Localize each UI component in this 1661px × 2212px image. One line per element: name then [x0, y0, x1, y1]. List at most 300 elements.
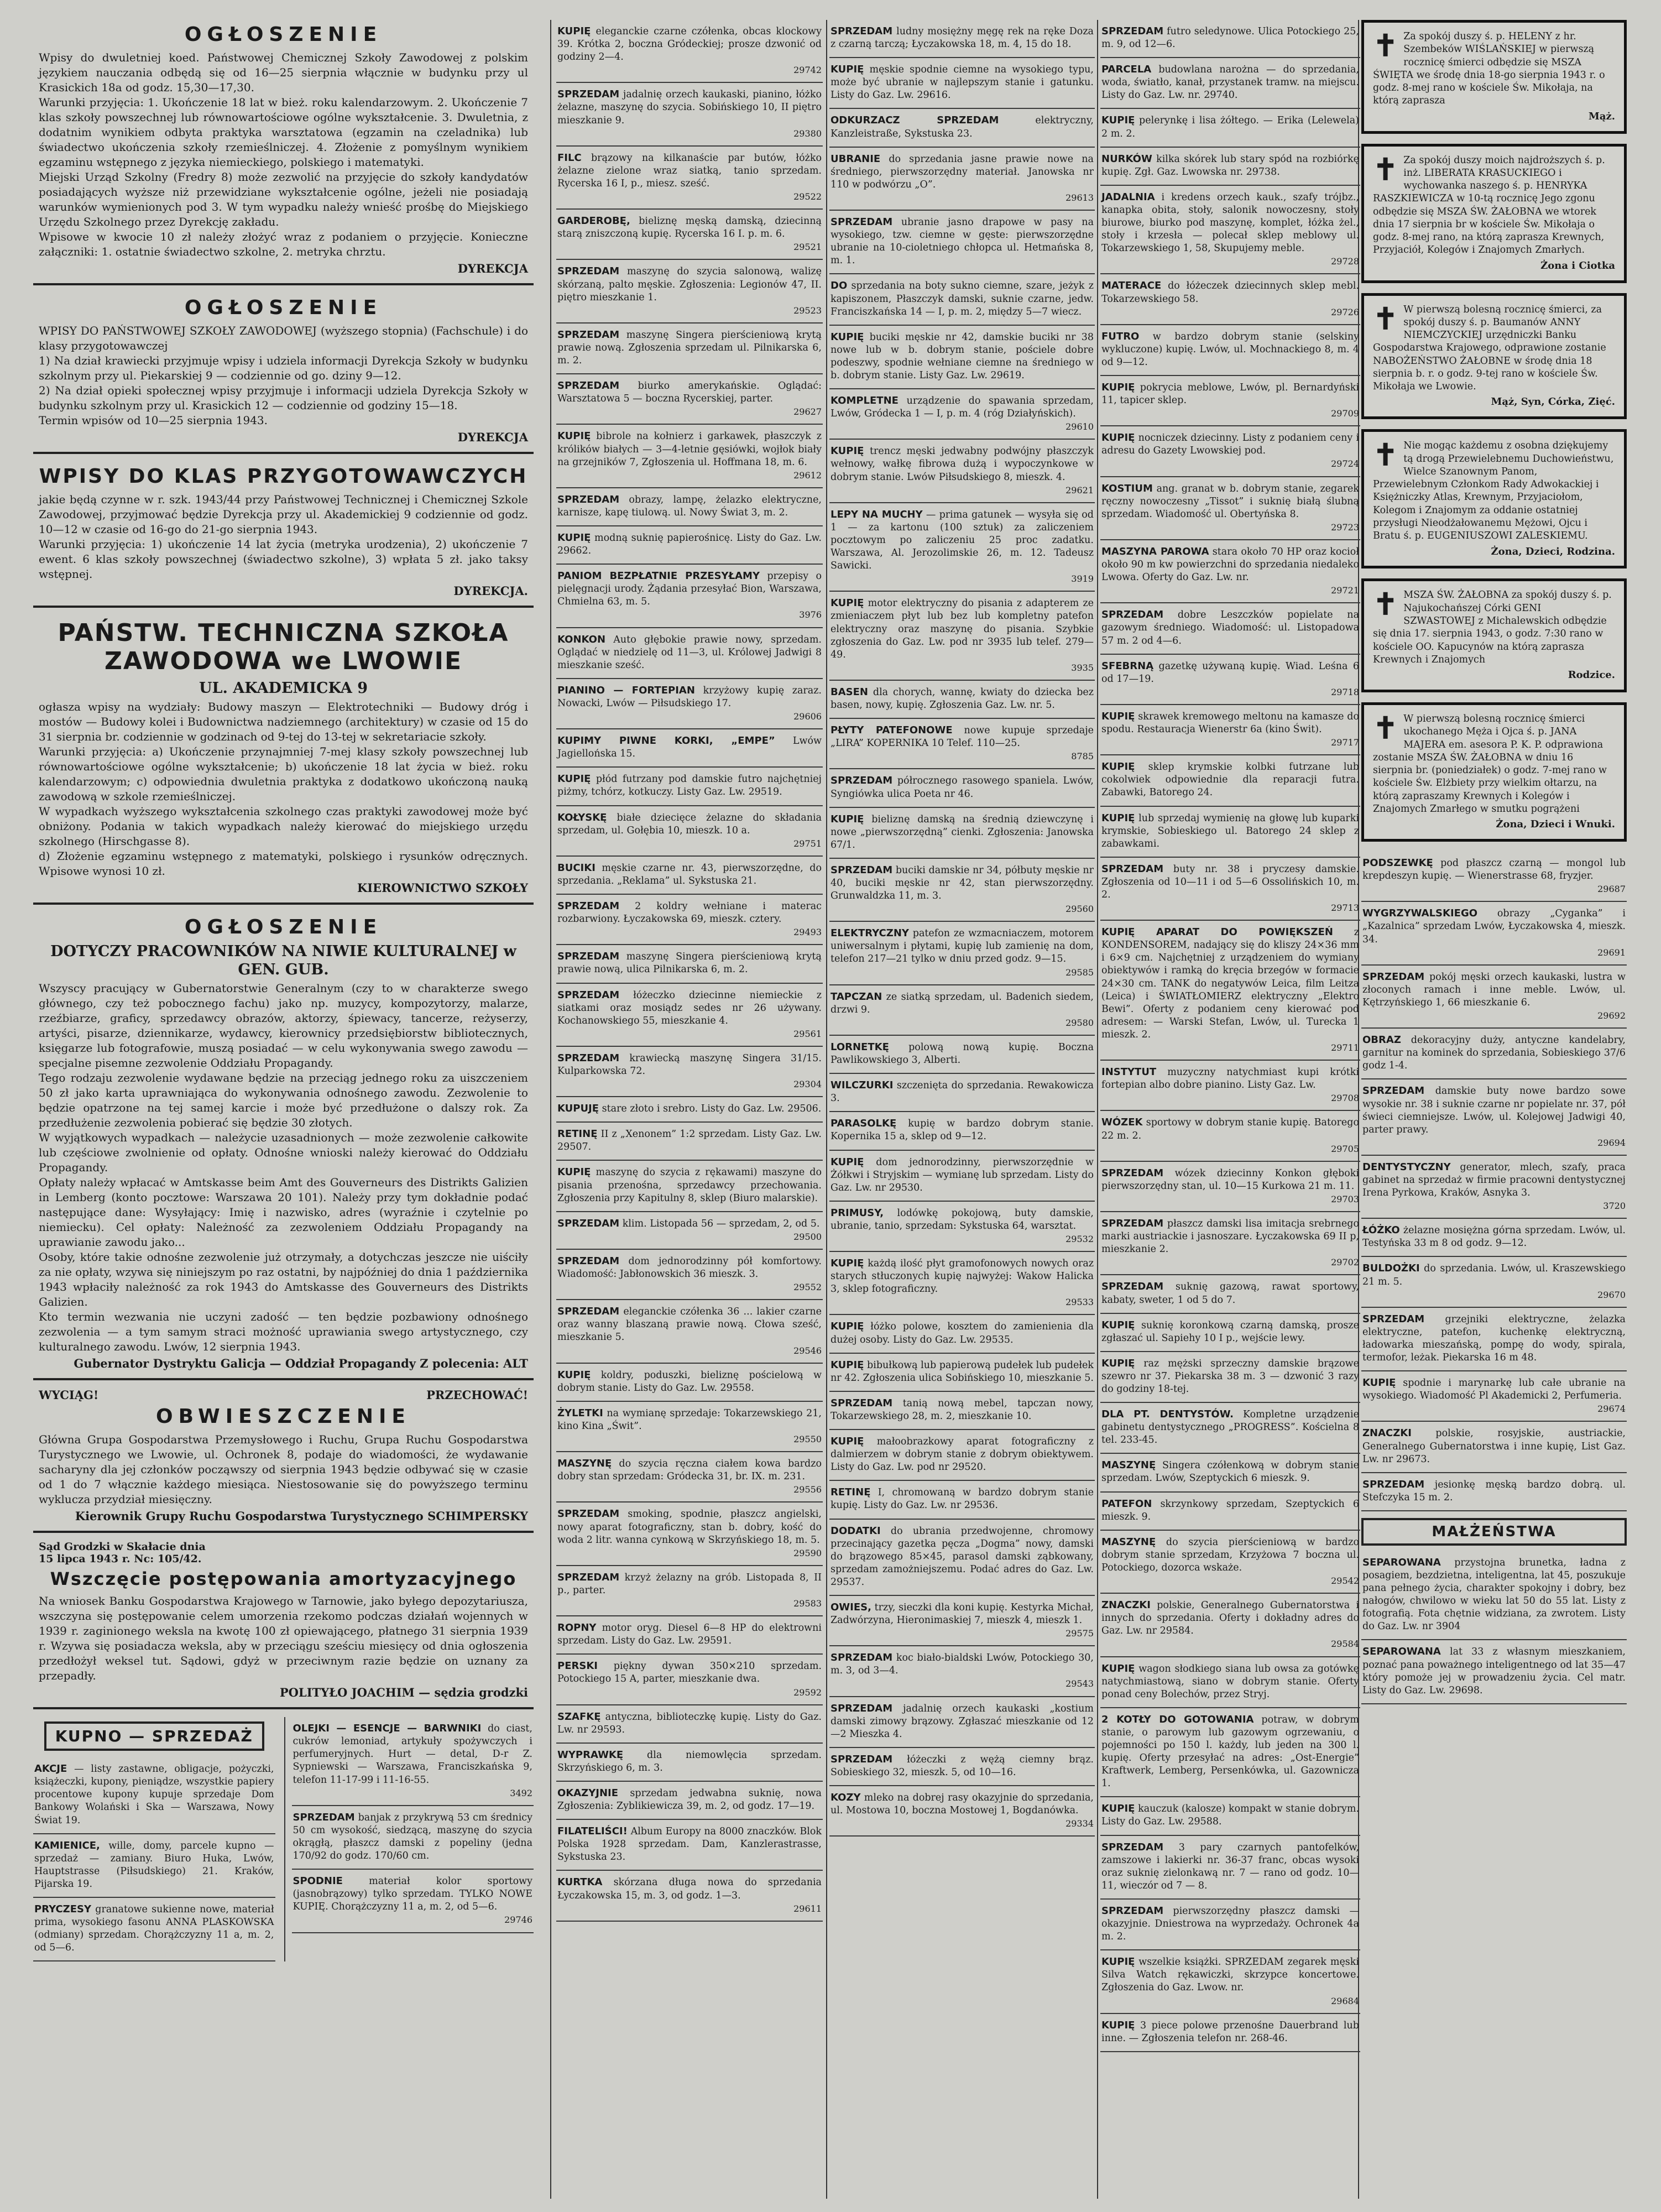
- classified-ad: [829, 1354, 1095, 1392]
- ad-number: 29711: [1331, 1042, 1359, 1053]
- ad-text: ze siatką sprzedam, ul. Badenich siedem, drzwi 9.: [830, 991, 1094, 1015]
- ad-keyword: 2 KOTŁY DO GOTOWANIA: [1101, 1713, 1254, 1725]
- ad-keyword: DLA PT. DENTYSTÓW.: [1101, 1408, 1234, 1421]
- ad-text: buty nr. 38 i pryczesy damskie. Zgłoszenia od 10—11 i od 5—6 Ossolińskich 10, m. 2.: [1101, 863, 1359, 900]
- ad-text: koldry, poduszki, bieliznę pościelową w dobrym stanie. Listy do Gaz. Lw. 29558.: [557, 1369, 822, 1394]
- classified-ad: [829, 1112, 1095, 1150]
- notice-vocational-school: [33, 293, 534, 454]
- classified-ad: [556, 679, 823, 729]
- ad-number: 29543: [1065, 1678, 1094, 1689]
- ad-text: maszynę Singera pierścieniową krytą prawie nową, ulica Pilnikarska 6, m. 2.: [557, 951, 822, 975]
- ad-keyword: KUPIĘ APARAT DO POWIĘKSZEŃ: [1101, 926, 1333, 938]
- ad-number: 29703: [1331, 1193, 1359, 1204]
- ad-text: polskie, Generalnego Gubernatorstwa i innych do sprzedania. Oferty i dokładny adres do Gaz. Lw. nr 29584.: [1101, 1600, 1359, 1637]
- ad-number: 29742: [793, 65, 822, 76]
- ad-keyword: MASZYNĘ: [557, 1458, 612, 1470]
- ad-keyword: KUPIĘ: [830, 813, 864, 825]
- ad-keyword: PANIOM BEZPŁATNIE PRZESYŁAMY: [557, 570, 760, 582]
- ad-number: 8785: [1071, 751, 1094, 762]
- ad-text: Singera czółenkową w dobrym stanie sprzedam. Lwów, Szeptyckich 6 mieszk. 9.: [1101, 1460, 1359, 1484]
- classified-ad: [556, 1300, 823, 1363]
- ad-keyword: KUPIĘ: [1101, 432, 1135, 444]
- classified-ad: [556, 488, 823, 526]
- ad-text: Auto głębokie prawie nowy, sprzedam. Oglądać w niedzielę od 11—3, ul. Królowej Jadwigi 8 mieszkanie sześć.: [557, 634, 822, 671]
- notice-paragraph: Na wniosek Banku Gospodarstwa Krajowego w Tarnowie, jako byłego depozytariusza, wszczyna się postępowanie celem umorzenia rzekomo podczas działań wojennych w 1939 r. zaginionego weksla na kwotę 100 zł opiewającego, płatnego 31 sierpnia 1939 r. Wzywa się posiadacza weksla, aby w przeciągu sześciu miesięcy od dnia ogłoszenia przedłożył weksel tut. Sądowi, gdyż w przeciwnym razie będzie on uznany za przepadły.: [39, 1594, 528, 1683]
- obituary-notice: [1361, 293, 1627, 420]
- ad-text: do szycia ręczna ciałem kowa bardzo dobry stan sprzedam: Gródecka 31, br. IX. m. 231.: [557, 1458, 822, 1483]
- notice-title: Wszczęcie postępowania amortyzacyjnego: [50, 1568, 517, 1590]
- ad-text: wózek dziecinny Konkon głęboki pierwszorzędny stan, ul. 10—15 Kurkowa 21 m. 11.: [1101, 1167, 1359, 1192]
- ad-text: koc biało-bialdski Lwów, Potockiego 30, m. 3, od 3—4.: [830, 1652, 1094, 1677]
- ad-number: 29627: [793, 406, 822, 418]
- ad-text: urządzenie do spawania sprzedam, Lwów, Gródecka 1 — I, p. m. 4 (róg Działyńskich).: [830, 395, 1094, 420]
- ad-keyword: KUPUJĘ: [557, 1103, 599, 1115]
- ad-keyword: GARDEROBĘ,: [557, 215, 630, 227]
- ad-text: nocniczek dziecinny. Listy z podaniem ceny i adresu do Gazety Lwowskiej pod.: [1101, 432, 1359, 457]
- classified-ad: [1100, 1403, 1360, 1454]
- ad-number: 29522: [793, 191, 822, 202]
- ad-keyword: SPRZEDAM: [1101, 1218, 1164, 1230]
- ad-keyword: KUPIĘ: [830, 1258, 864, 1270]
- classified-ad: [1361, 1640, 1627, 1704]
- ad-keyword: KUPIĘ: [1101, 1662, 1135, 1674]
- ad-text: wagon słodkiego siana lub owsa za gotówkę natychmiastową, siano w dobrym stanie. Oferty ponad ceny Bolechów, przez Stryj.: [1101, 1663, 1359, 1700]
- notice-paragraph: Kto termin wezwania nie uczyni zadość — ten będzie pozbawiony odnośnego zezwolenia — a tym samym straci możność uprawiania swego artystycznego, czy kulturalnego zawodu. Lwów, 12 sierpnia 1943.: [39, 1310, 528, 1354]
- classified-ad: [1100, 807, 1360, 858]
- ad-text: buciki męskie nr 42, damskie buciki nr 38 nowe lub w b. dobrym stanie, pościele dobre podeszwy, spodnie wełniane ciemne na średniego w b. dobrym stanie. Listy Gaz. Lw. 29619.: [830, 331, 1094, 381]
- ad-text: biurko amerykańskie. Oglądać: Warsztatowa 5 — boczna Rycerskiej, parter.: [557, 380, 822, 405]
- ad-text: i kredens orzech kauk., szafy trójbz., kanapka obita, stoły, salonik nowoczesny, stoły biurowe, biurko pod maszynę, komplet, łóżka żel., stoły i krzesła — polecał sklep meblowy ul. Tokarzewskiego 1, 58, Skupujemy meble.: [1101, 191, 1359, 254]
- ad-text: I, chromowaną w bardzo dobrym stanie kupię. Listy do Gaz. Lw. nr 29536.: [830, 1487, 1094, 1511]
- obituary-signature: Żona, Dzieci i Wnuki.: [1496, 818, 1615, 831]
- ad-number: 29532: [1065, 1233, 1094, 1244]
- classified-ad: [829, 769, 1095, 807]
- ad-text: na wymianę sprzedaje: Tokarzewskiego 21, kino Kina „Świt”.: [557, 1407, 822, 1432]
- classified-ad: [556, 210, 823, 260]
- ad-number: 29751: [793, 838, 822, 849]
- classified-ad: [829, 109, 1095, 147]
- ad-text: bieliznę damską na średnią dziewczynę i nowe „pierwszorzędną” cienki. Zgłoszenia: Janowska 67/1.: [830, 813, 1094, 851]
- ad-number: 29592: [793, 1687, 822, 1698]
- classified-ad: [292, 1806, 534, 1870]
- notice-signature: POLITYŁO JOACHIM — sędzia grodzki: [279, 1686, 528, 1700]
- ad-text: krawiecką maszynę Singera 31/15. Kulparkowska 72.: [557, 1052, 822, 1077]
- ad-keyword: WÓZEK: [1101, 1117, 1143, 1129]
- ad-number: 29692: [1597, 1010, 1626, 1021]
- ad-keyword: OBRAZ: [1362, 1034, 1401, 1046]
- ad-text: banjak z przykrywą 53 cm średnicy 50 cm wysokość, siedzącą, maszynę do szycia okrągłą, płaszcz damski z popeliny (jedna 170/92 do godz. 170/60 cm.: [292, 1812, 532, 1862]
- notice-body: [39, 50, 528, 259]
- ad-text: smoking, spodnie, płaszcz angielski, nowy aparat fotograficzny, stan b. dobry, kość do woda 2 litr. wanna cynkową w Skrzyńskiego 18, m. 5.: [557, 1509, 822, 1546]
- ad-keyword: SPRZEDAM: [557, 1255, 620, 1267]
- ad-text: lodówkę pokojową, buty damskie, ubranie, tanio, sprzedam: Sykstuska 64, warsztat.: [830, 1207, 1094, 1232]
- ad-keyword: SPRZEDAM: [557, 1508, 620, 1520]
- ad-number: 29523: [793, 305, 822, 316]
- classified-ad: [829, 985, 1095, 1036]
- ad-text: do łóżeczek dziecinnych sklep mebl. Tokarzewskiego 58.: [1101, 280, 1359, 305]
- ad-keyword: KUPIĘ: [1101, 1357, 1135, 1369]
- classified-ad: [556, 806, 823, 857]
- ad-keyword: MATERACE: [1101, 280, 1162, 292]
- ad-keyword: KONKON: [557, 633, 606, 645]
- ad-text: lub sprzedaj wymienię na głowę lub kuparki krymskie, Sobieskiego ul. Batorego 24 sklep z zabawkami.: [1101, 812, 1359, 849]
- ad-keyword: NURKÓW: [1101, 153, 1152, 165]
- classified-ad: [1100, 1275, 1360, 1313]
- ads-list: [1361, 852, 1627, 1511]
- cross-icon: ✝: [1373, 437, 1398, 473]
- ad-text: krzyż żelazny na grób. Listopada 8, II p., parter.: [557, 1572, 822, 1596]
- classified-ad: [556, 1503, 823, 1566]
- notice-signature: DYREKCJA: [457, 262, 528, 275]
- obituary-text: W pierwszą bolesną rocznicę śmierci ukochanego Męża i Ojca ś. p. JANA MAJERA em. asesora P. K. P. odprawiona zostanie MSZA ŚW. ŻAŁOBNA w dniu 16 sierpnia br. (poniedziałek) o godz. 7-mej rano w kościele Św. Elżbiety przy wielkim ołtarzu, na którą zapraszamy Krewnych i Kolegów i Znajomych Zmarłego w smutku pogrążeni: [1373, 713, 1607, 815]
- classified-ad: [556, 1744, 823, 1782]
- classified-ad: [1100, 1454, 1360, 1492]
- column-rule: [550, 20, 551, 2199]
- ad-keyword: UBRANIE: [830, 153, 881, 165]
- classified-ad: [33, 1834, 275, 1898]
- classified-ad: [829, 1786, 1095, 1837]
- ad-text: łóżko polowe, kosztem do zamienienia dla dużej osoby. Listy do Gaz. Lw. 29535.: [830, 1321, 1094, 1345]
- notice-paragraph: W wypadkach wyższego wykształcenia szkolnego czas praktyki zawodowej może być obniżony. Podania w takich wypadkach należy kierować do miejskiego urzędu szkolnego (Hirschgasse 8).: [39, 805, 528, 848]
- ad-keyword: RETINĘ: [830, 1486, 871, 1499]
- ad-keyword: SPRZEDAM: [557, 265, 620, 278]
- classified-ad: [556, 1782, 823, 1820]
- ads-column-5: [1361, 20, 1627, 1704]
- classified-ad: [1100, 858, 1360, 921]
- ads-column-2: [556, 20, 823, 1922]
- ad-text: modną suknię papierośnicę. Listy do Gaz. Lw. 29662.: [557, 533, 822, 557]
- ad-keyword: DODATKI: [830, 1525, 881, 1537]
- ad-text: trencz męski jedwabny podwójny płaszczyk wełnowy, wałkę fibrowa dużą i wypoczynkowe w dobrym stanie. Lwów Piłsudskiego 8, mieszk. 4.: [830, 446, 1094, 483]
- classified-ad: [1361, 1473, 1627, 1511]
- classified-ad: [1361, 1156, 1627, 1219]
- ad-keyword: SPRZEDAM: [557, 1217, 620, 1229]
- ad-keyword: KUPIĘ: [557, 25, 591, 37]
- cross-icon: ✝: [1373, 151, 1398, 187]
- ads-list: [1100, 20, 1360, 2052]
- ad-number: 29726: [1331, 306, 1359, 317]
- ad-text: męskie spodnie ciemne na wysokiego typu, może być ubranie w najlepszym stanie i gatunku. Listy do Gaz. Lw. 29616.: [830, 64, 1094, 101]
- notice-body: [39, 981, 528, 1354]
- ad-keyword: SPRZEDAM: [557, 493, 620, 505]
- cross-icon: ✝: [1373, 300, 1398, 336]
- notice-subtitle: UL. AKADEMICKA 9: [199, 680, 368, 697]
- classified-ad: [1100, 376, 1360, 426]
- classified-ad: [1361, 1029, 1627, 1079]
- classified-ad: [556, 1871, 823, 1921]
- ad-keyword: OKAZYJNIE: [557, 1787, 619, 1799]
- ad-text: pod płaszcz czarną — mongol lub krepdeszyn kupię. — Wienerstrasse 68, fryzjer.: [1362, 858, 1626, 882]
- classified-ad: [556, 260, 823, 323]
- notice-paragraph: Wpisy do dwuletniej koed. Państwowej Chemicznej Szkoły Zawodowej z polskim językiem nauczania odbędą się od 16—25 sierpnia włącznie w budynku przy ul Krasickich 18a od godz. 15,30—17,30.: [39, 51, 528, 94]
- ad-keyword: ZNACZKI: [1101, 1599, 1151, 1611]
- ad-text: przepisy o pielęgnacji urody. Żądania przesyłać Bion, Warszawa, Chmielna 63, m. 5.: [557, 571, 822, 608]
- court-header: Sąd Grodzki w Skałacie dnia 15 lipca 1943 r. Nc: 105/42.: [39, 1541, 206, 1566]
- obituary-text: MSZA ŚW. ŻAŁOBNA za spokój duszy ś. p. Najukochańszej Córki GENI SZWASTOWEJ z Michalewskich odbędzie się dnia 17. sierpnia 1943, o godz. 7:30 rano w kościele OO. Kapucynów na którą zaprasza Krewnych i Znajomych: [1373, 589, 1612, 665]
- ad-number: 29590: [793, 1547, 822, 1558]
- obituary-notice: [1361, 578, 1627, 692]
- ad-text: budowlana narożna — do sprzedania, woda, światło, kanał, przystanek tramw. na miejscu. Listy do Gaz. Lw. nr. 29740.: [1101, 64, 1359, 101]
- obituary-notice: [1361, 429, 1627, 568]
- ad-keyword: SPRZEDAM: [830, 775, 893, 787]
- classified-ad: [1100, 540, 1360, 603]
- ad-text: do ciast, cukrów lemoniad, artykuły spożywczych i perfumeryjnych. Hurt — detal, D-r Z. Sypniewski — Warszawa, Franciszkańska 9, telefon 11-17-99 i 11-16-55.: [292, 1723, 532, 1786]
- classified-ad: [1100, 1111, 1360, 1161]
- ad-text: jadalnię orzech kaukaski „kostium damski zimowy brązowy. Zgłaszać mieszkanie od 12—2 Mieszka 4.: [830, 1703, 1094, 1740]
- classified-ad: [1361, 966, 1627, 1029]
- ad-text: stara około 70 HP oraz kocioł około 90 m kw powierzchni do sprzedania niedaleko Lwowa. Oferty do Gaz. Lw. nr.: [1101, 546, 1359, 583]
- ad-text: białe dziecięce żelazne do składania sprzedam, ul. Gołębia 10, mieszk. 10 a.: [557, 812, 822, 836]
- notice-subtitle: DOTYCZY PRACOWNIKÓW NA NIWIE KULTURALNEJ w GEN. GUB.: [50, 943, 516, 978]
- obituaries-list: [1361, 20, 1627, 842]
- ad-number: 29611: [793, 1903, 822, 1914]
- notice-paragraph: Miejski Urząd Szkolny (Fredry 8) może zezwolić na przyjęcie do szkoły kandydatów posiadających wyższe niż przewidziane wykształcenie ogólne, jeżeli nie posiadają warunków wymienionych pod 3. W tym wypadku należy wnieść prośbę do Miejskiego Urzędu Szkolnego przez Dyrekcję zakładu.: [39, 170, 528, 228]
- ad-keyword: KUPIĘ: [830, 1359, 864, 1371]
- ad-number: 29702: [1331, 1257, 1359, 1268]
- classified-ad: [1100, 1314, 1360, 1352]
- ad-text: stare złoto i srebro. Listy do Gaz. Lw. 29506.: [599, 1103, 822, 1115]
- ad-number: 29304: [793, 1079, 822, 1090]
- notice-preparatory-classes: [33, 462, 534, 608]
- classified-ad: [1361, 902, 1627, 965]
- obituary-notice: [1361, 702, 1627, 842]
- ads-list: [556, 20, 823, 1922]
- classified-ad: [556, 729, 823, 768]
- ad-text: eleganckie czarne czółenka, obcas klockowy 39. Krótka 2, boczna Gródeckiej; prosze dzwonić od godziny 2—4.: [557, 26, 822, 63]
- ad-keyword: SPRZEDAM: [1362, 1085, 1425, 1097]
- ad-number: 29493: [793, 927, 822, 938]
- ad-text: płód futrzany pod damskie futro najchętniej piżmy, tchórz, kotkuczy. Listy Gaz. Lw. 29519.: [557, 774, 822, 798]
- ad-keyword: PODSZEWKĘ: [1362, 857, 1433, 869]
- ad-keyword: KOMPLETNE: [830, 395, 899, 407]
- ad-keyword: SPRZEDAM: [1101, 1841, 1164, 1853]
- ad-text: dla chorych, wannę, kwiaty do dziecka bez basen, nowy, kupię. Zgłoszenia Gaz. Lw. nr. 5.: [830, 686, 1094, 711]
- section-header-marriage: MAŁŻEŃSTWA: [1361, 1518, 1627, 1546]
- ad-text: raz mężski sprzeczny damskie brązowe szewro nr 37. Piekarska 38 m. 3 — dzwonić 3 razy do godziny 18-tej.: [1101, 1358, 1359, 1395]
- ad-text: w bardzo dobrym stanie (selskiny wykluczone) kupię. Lwów, ul. Mochnackiego 8, m. 4 od 9—12.: [1101, 331, 1359, 368]
- ad-keyword: PERSKI: [557, 1660, 598, 1672]
- ad-number: 29621: [1065, 484, 1094, 495]
- ad-text: 2 koldry wełniane i materac rozbarwiony. Łyczakowska 69, mieszk. cztery.: [557, 901, 822, 925]
- ad-keyword: KOZY: [830, 1792, 861, 1804]
- ad-number: 29533: [1065, 1297, 1094, 1308]
- classified-ad: [1100, 426, 1360, 477]
- ad-text: tanią nową mebel, tapczan nowy, Tokarzewskiego 28, m. 2, mieszkanie 10.: [830, 1397, 1094, 1422]
- ad-text: kauczuk (kalosze) kompakt w stanie dobrym. Listy do Gaz. Lw. 29588.: [1101, 1803, 1359, 1828]
- classified-ad: [1100, 1493, 1360, 1531]
- notice-chemical-school: [33, 20, 534, 285]
- ad-number: 29684: [1331, 1995, 1359, 2006]
- ad-keyword: JADALNIA: [1101, 191, 1155, 203]
- ad-text: małoobrazkowy aparat fotograficzny z dalmierzem w dobrym stanie z dobrym obiektywem. Listy do Gaz. Lw. pod nr 29520.: [830, 1436, 1094, 1473]
- ad-keyword: PATEFON: [1101, 1498, 1152, 1510]
- ad-number: 29500: [793, 1231, 822, 1242]
- classified-ad: [829, 719, 1095, 769]
- notice-paragraph: jakie będą czynne w r. szk. 1943/44 przy Państwowej Technicznej i Chemicznej Szkole Zawodowej, przyjmować będzie Dyrekcja przy ul. Akademickiej 9 codziennie od godz. 10—12 w czasie od 16-go do 21-go sierpnia 1943.: [39, 493, 528, 536]
- ad-keyword: MASZYNA PAROWA: [1101, 545, 1209, 557]
- ad-keyword: SPRZEDAM: [830, 216, 893, 228]
- classified-ad: [829, 808, 1095, 859]
- notice-paragraph: Termin wpisów od 10—25 sierpnia 1943.: [39, 414, 268, 427]
- notice-court: [33, 1541, 534, 1709]
- notices-column: [33, 20, 534, 1961]
- ad-text: maszynę do szycia z rękawami) maszyne do pisania przenośna, sprzedawcy przechowania. Zgłoszenia przy Kapitulny 8, sklep (Biuro malarskie).: [557, 1167, 822, 1204]
- notice-paragraph: Główna Grupa Gospodarstwa Przemysłowego i Ruchu, Grupa Ruchu Gospodarstwa Turystycznego we Lwowie, ul. Ochronek 8, podaje do wiadomości, że wydawanie sacharyny dla jej członków począwszy od sierpnia 1943 będzie odbywać się w czasie od 1 do 7 włącznie każdego miesiąca. Niestosowanie się do powyższego terminu wyklucza przydział miesięczny.: [39, 1433, 528, 1506]
- notice-paragraph: Warunki przyjęcia: 1) ukończenie 14 lat życia (metryka urodzenia), 2) ukończenie 7 ewent. 6 klas szkoły powszechnej (świadectwo szkolne), 3) wpłata 5 zł. jako taksy wstępnej.: [39, 538, 528, 581]
- ad-text: jesionkę męską bardzo dobrą. ul. Stefczyka 15 m. 2.: [1362, 1479, 1626, 1503]
- notice-cultural-workers: [33, 912, 534, 1380]
- ad-keyword: WYGRZYWALSKIEGO: [1362, 907, 1478, 920]
- ad-number: 29583: [793, 1598, 822, 1609]
- ad-keyword: SPRZEDAM: [830, 1753, 893, 1765]
- ad-keyword: KUPIĘ: [1101, 382, 1135, 393]
- ad-number: 29687: [1597, 884, 1626, 895]
- ad-text: kilka skórek lub stary spód na rozbiórkę kupię. Zgł. Gaz. Lwowska nr. 29738.: [1101, 153, 1359, 178]
- ad-keyword: PRYCZESY: [34, 1903, 92, 1916]
- notice-announcement: [33, 1388, 534, 1533]
- ad-keyword: KUPIĘ: [557, 1166, 591, 1178]
- ad-text: pokój męski orzech kaukaski, lustra w złoconych ramach i inne meble. Lwów, ul. Kętrzyńskiego 1, 66 mieszkanie 6.: [1362, 971, 1626, 1008]
- ad-keyword: KUPIĘ: [1101, 2019, 1135, 2031]
- classified-ad: [556, 1655, 823, 1705]
- ad-keyword: MASZYNĘ: [1101, 1459, 1156, 1472]
- classified-ad: [556, 628, 823, 679]
- classified-ad: [829, 1430, 1095, 1481]
- classified-ad: [829, 922, 1095, 985]
- ad-text: łóżeczki z wężą ciemny brąz. Sobieskiego 32, mieszk. 5, od 10—16.: [830, 1754, 1094, 1778]
- ad-text: Kompletne urządzenie gabinetu dentystycznego „PROGRESS”. Kościelna 8 tel. 233-45.: [1101, 1409, 1359, 1446]
- notice-paragraph: W wyjątkowych wypadkach — należycie uzasadnionych — może zezwolenie całkowite lub częściowe zwolnienie od opłaty. Odnośne wnioski należy kierować do Oddziału Propagandy.: [39, 1131, 528, 1175]
- ad-text: pokrycia meblowe, Lwów, pl. Bernardyński 11, tapicer sklep.: [1101, 382, 1359, 406]
- ad-number: 29723: [1331, 521, 1359, 533]
- ad-keyword: ELEKTRYCZNY: [830, 927, 909, 940]
- classified-ad: [1100, 1836, 1360, 1900]
- ad-text: sprzedam jedwabna suknię, nowa Zgłoszenia: Zyblikiewicza 39, m. 2, od godz. 17—19.: [557, 1787, 822, 1812]
- notice-signature: Kierownik Grupy Ruchu Gospodarstwa Turystycznego SCHIMPERSKY: [75, 1509, 528, 1524]
- classified-ad: [829, 389, 1095, 440]
- notice-paragraph: Osoby, które takie odnośne zezwolenie już otrzymały, a dotychczas jeszcze nie uiściły za nie opłaty, wzywa się niniejszym po raz ostatni, by najpóźniej do dnia 1 października 1943 wpłaciły należność za rok 1943 do Amtskasse des Gouverneurs des Distrikts Galizien.: [39, 1250, 528, 1309]
- ad-keyword: SPODNIE: [292, 1875, 343, 1887]
- classified-ad: [556, 1616, 823, 1655]
- classified-ad: [829, 859, 1095, 922]
- ad-keyword: LORNETKĘ: [830, 1041, 889, 1053]
- classified-ad: [33, 1898, 275, 1961]
- ad-text: męskie czarne nr. 43, pierwszorzędne, do sprzedania. „Reklama” ul. Sykstuska 21.: [557, 862, 822, 886]
- obituary-text: Za spokój duszy ś. p. HELENY z hr. Szembeków WIŚLAŃSKIEJ w pierwszą rocznicę śmierci odbędzie się MSZA ŚWIĘTA we środę dnia 18-go sierpnia 1943 r. o godz. 8-mej rano w kościele Św. Mikołaja, na którą zaprasza: [1373, 31, 1605, 107]
- ad-keyword: FUTRO: [1101, 330, 1140, 342]
- notice-paragraph: Wszyscy pracujący w Gubernatorstwie Generalnym (czy to w charakterze swego głównego, czy też pobocznego fachu) jako np. muzycy, kompozytorzy, malarze, rzeźbiarze, graficy, sprzedawcy obrazów, aktorzy, śpiewacy, tancerze, reżyserzy, artyści, pisarze, dziennikarze, wydawcy, kierownicy przedsiębiorstw bibliotecznych, księgarze lub fotografowie, muszą posiadać — w celu wykonywania swego zawodu — specjalne pisemne zezwolenie Oddziału Propagandy.: [39, 982, 528, 1070]
- obituary-notice: [1361, 144, 1627, 283]
- classified-ad: [1361, 1422, 1627, 1473]
- ad-keyword: KUPIĘ: [557, 430, 591, 442]
- classified-ad: [829, 503, 1095, 592]
- ad-keyword: PIANINO — FORTEPIAN: [557, 684, 695, 696]
- ad-keyword: KUPIĘ: [1101, 710, 1135, 722]
- notice-paragraph: Warunki przyjęcia: 1. Ukończenie 18 lat w bież. roku kalendarzowym. 2. Ukończenie 7 klas szkoły powszechnej lub równowartościowe ogólne wykształcenie. 3. Dwuletnia, z dodatnim wynikiem odbyta praktyka warsztatowa (egzamin na czeladnika) lub świadectwo ukończenia szkoły rzemieślniczej. 4. Złożenie z pomyślnym wynikiem egzaminu wstępnego z języka niemieckiego, polskiego i matematyki.: [39, 96, 528, 169]
- ad-keyword: RETINĘ: [557, 1128, 598, 1140]
- classified-ad: [1100, 20, 1360, 58]
- classified-ad: [556, 1212, 823, 1250]
- ad-keyword: INSTYTUT: [1101, 1066, 1157, 1078]
- ad-number: 29612: [793, 469, 822, 481]
- ad-number: 29585: [1065, 967, 1094, 978]
- ad-text: damskie buty nowe bardzo sowe wysokie nr. 38 i suknie czarne nr popielate nr. 37, pół świeci ciemniejsze. Lwów, ul. Kolejowej Jadwigi 40, parter prawy.: [1362, 1086, 1626, 1135]
- cross-icon: ✝: [1373, 709, 1398, 745]
- ad-keyword: PRIMUSY,: [830, 1207, 884, 1219]
- notice-title: OGŁOSZENIE: [184, 23, 383, 46]
- classified-ad: [556, 425, 823, 488]
- ad-keyword: KUPIĘ: [830, 1436, 864, 1448]
- ad-number: 29694: [1597, 1137, 1626, 1148]
- ad-text: sportowy w dobrym stanie kupię. Batorego 22 m. 2.: [1101, 1117, 1359, 1141]
- ad-number: 3976: [799, 609, 822, 620]
- ad-keyword: KUPIĘ: [1101, 1803, 1135, 1815]
- ad-keyword: SPRZEDAM: [1362, 1313, 1425, 1325]
- ad-text: wszelkie książki. SPRZEDAM zegarek męski Silva Watch rękawiczki, skrzypce koncertowe. Zgłoszenia do Gaz. Lwow. nr.: [1101, 1957, 1359, 1994]
- ads-list: [33, 1757, 275, 1961]
- ad-keyword: SPRZEDAM: [557, 1306, 620, 1318]
- ad-keyword: AKCJE: [34, 1763, 67, 1775]
- classified-ad: [1361, 1257, 1627, 1307]
- ad-keyword: KUPIĘ: [557, 1369, 591, 1381]
- ad-keyword: SPRZEDAM: [557, 900, 620, 912]
- ad-text: futro seledynowe. Ulica Potockiego 25, m. 9, od 12—6.: [1101, 26, 1359, 50]
- ad-text: krzyżowy kupię zaraz. Nowacki, Lwów — Piłsudskiego 17.: [557, 685, 822, 709]
- ad-keyword: SPRZEDAM: [557, 989, 620, 1001]
- notice-paragraph: ogłasza wpisy na wydziały: Budowy maszyn — Elektrotechniki — Budowy dróg i mostów — Budowy kolei i Budownictwa nadziemnego (architektury) w czasie od 15 do 31 sierpnia br. codziennie w godzinach od 9-tej do 13-tej w sekretariacie szkoły.: [39, 700, 528, 744]
- classified-ad: [556, 945, 823, 983]
- ad-text: jadalnię orzech kaukaski, pianino, łóżko żelazne, maszynę do szycia. Sobińskiego 10, II piętro mieszkanie 9.: [557, 89, 822, 126]
- ad-number: 3720: [1603, 1201, 1626, 1212]
- ad-text: muzyczny natychmiast kupi krótki fortepian albo dobre pianino. Listy Gaz. Lw.: [1101, 1067, 1359, 1091]
- classified-ad: [829, 1748, 1095, 1786]
- classified-ad: [1100, 1162, 1360, 1212]
- notice-paragraph: 2) Na dział opieki społecznej wpisy przyjmuje i informacji udziela Dyrekcja Szkoły w budynku szkolnym przy ul. Krasickich 12 — codziennie od godziny 15—18.: [39, 384, 528, 412]
- ad-number: 29380: [793, 128, 822, 139]
- ad-keyword: SPRZEDAM: [830, 1652, 893, 1664]
- notice-technical-school: [33, 615, 534, 905]
- ad-keyword: KUPIĘ: [557, 532, 591, 544]
- classified-ad: [1361, 1219, 1627, 1257]
- classified-ad: [556, 857, 823, 895]
- ad-text: bieliznę męską damską, dziecinną starą zniszczoną kupię. Rycerska 16 I. p. m. 6.: [557, 216, 822, 240]
- ad-text: polową nową kupię. Boczna Pawlikowskiego 3, Alberti.: [830, 1041, 1094, 1066]
- obituary-signature: Żona i Ciotka: [1540, 259, 1615, 272]
- ad-keyword: SPRZEDAM: [557, 380, 620, 392]
- classified-ad: [1100, 1531, 1360, 1594]
- ad-text: dobre Leszczków popielate na gazowym średniego. Wiadomość: ul. Listopadowa 57 m. 2 od 4—6.: [1101, 609, 1359, 646]
- ad-number: 29556: [793, 1484, 822, 1495]
- classified-ad: [556, 526, 823, 565]
- classifieds-bottom: [33, 1717, 534, 1961]
- notice-signature: DYREKCJA: [457, 430, 528, 444]
- ad-text: ludny mosiężny męgę rek na ręke Doza z czarną tarczą; Łyczakowska 18, m. 4, 15 do 18.: [830, 26, 1094, 50]
- ad-keyword: SPRZEDAM: [1101, 25, 1164, 37]
- obituary-notice: [1361, 20, 1627, 134]
- notice-body: [39, 324, 528, 428]
- classified-ad: [556, 374, 823, 425]
- ad-number: 29717: [1331, 737, 1359, 748]
- ad-keyword: KOŁYSKĘ: [557, 811, 607, 823]
- notice-paragraph: 1) Na dział krawiecki przyjmuje wpisy i udziela informacji Dyrekcja Szkoły w budynku szkolnym przy ul. Piekarskiej 9 — codziennie od go. dziny 9—12.: [39, 354, 528, 382]
- ad-text: patefon ze wzmacniaczem, motorem uniwersalnym i płytami, kupię lub zamienię na dom, telefon 217—21 tylko w dniu przed godz. 9—15.: [830, 928, 1094, 965]
- notice-title: OBWIESZCZENIE: [155, 1405, 411, 1428]
- ad-number: 3935: [1071, 662, 1094, 673]
- notice-paragraph: WPISY DO PAŃSTWOWEJ SZKOŁY ZAWODOWEJ (wyższego stopnia) (Fachschule) i do klasy przygotowawczej: [39, 324, 528, 352]
- classified-ad: [829, 681, 1095, 719]
- ad-keyword: SPRZEDAM: [830, 1702, 893, 1714]
- classified-ad: [1100, 705, 1360, 755]
